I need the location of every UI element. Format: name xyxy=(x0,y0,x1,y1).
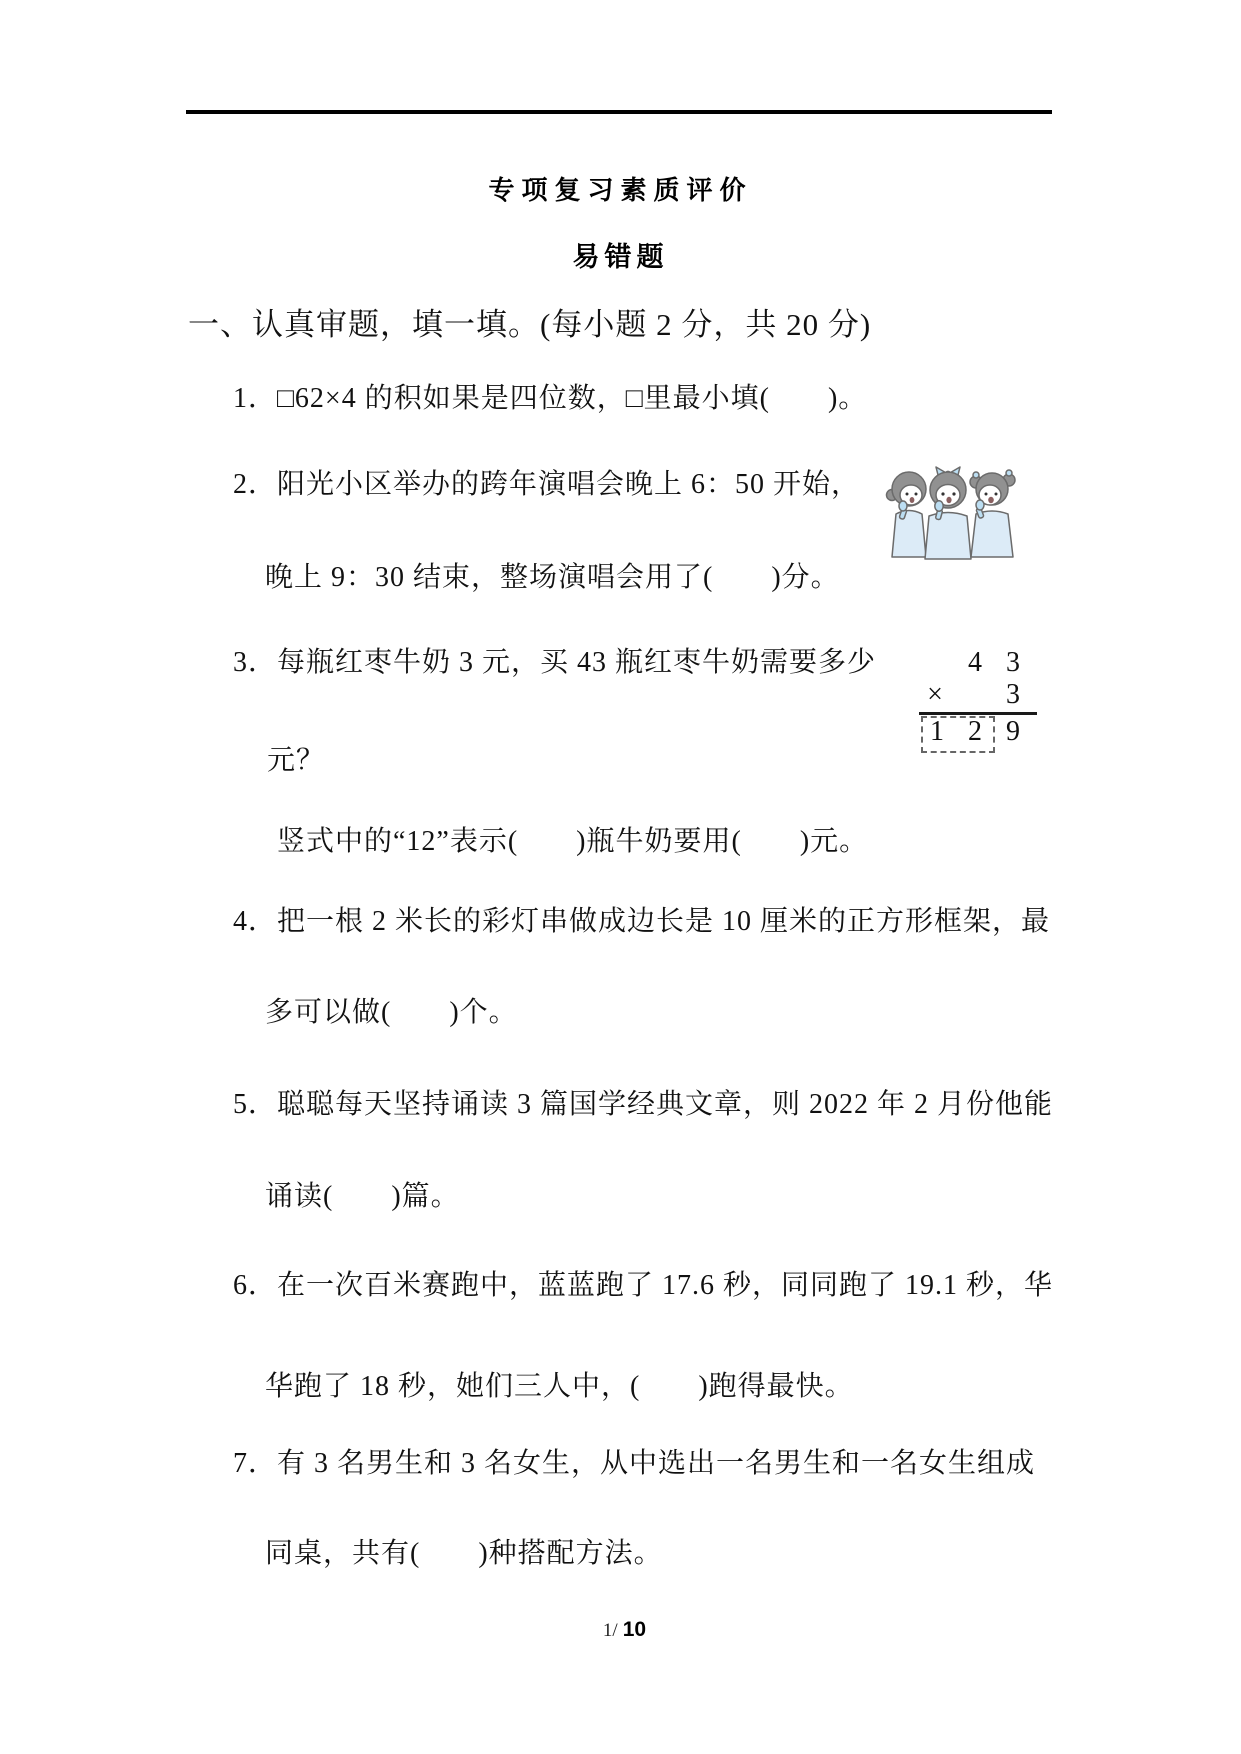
multiplier-digit: 3 xyxy=(1006,679,1020,710)
page-number xyxy=(0,1600,1241,1642)
question-3-line-3: 竖式中的“12”表示( )瓶牛奶要用( )元。 xyxy=(277,826,869,857)
times-sign: × xyxy=(927,679,943,710)
question-5-line-1: 5．聪聪每天坚持诵读 3 篇国学经典文章，则 2022 年 2 月份他能 xyxy=(233,1089,1054,1120)
page-subtitle: 易错题 xyxy=(572,242,669,272)
question-2-line-1: 2．阳光小区举办的跨年演唱会晚上 6：50 开始， xyxy=(233,469,861,500)
product-ones-digit: 9 xyxy=(1006,716,1020,747)
question-4-line-2: 多可以做( )个。 xyxy=(265,997,518,1028)
factor-tens-digit: 4 xyxy=(968,647,982,678)
header-rule xyxy=(186,110,1052,114)
question-5-line-2: 诵读( )篇。 xyxy=(265,1181,460,1212)
question-3-line-2: 元？ xyxy=(267,745,326,776)
question-6-line-1: 6．在一次百米赛跑中，蓝蓝跑了 17.6 秒，同同跑了 19.1 秒，华 xyxy=(233,1270,1054,1301)
question-7-line-1: 7．有 3 名男生和 3 名女生，从中选出一名男生和一名女生组成 xyxy=(233,1448,1036,1479)
product-hundreds-digit: 1 xyxy=(930,716,944,747)
page-title: 专项复习素质评价 xyxy=(488,175,753,205)
question-7-line-2: 同桌，共有( )种搭配方法。 xyxy=(265,1538,663,1569)
question-3-line-1: 3．每瓶红枣牛奶 3 元，买 43 瓶红枣牛奶需要多少 xyxy=(233,647,877,678)
factor-ones-digit: 3 xyxy=(1006,647,1020,678)
question-2-line-2: 晚上 9：30 结束，整场演唱会用了( )分。 xyxy=(265,562,840,593)
question-1-line-1: 1．□62×4 的积如果是四位数，□里最小填( )。 xyxy=(233,383,868,414)
question-6-line-2: 华跑了 18 秒，她们三人中，( )跑得最快。 xyxy=(265,1371,854,1402)
singing-girls-illustration xyxy=(876,462,1024,560)
product-tens-digit: 2 xyxy=(968,716,982,747)
page-number-total: 10 xyxy=(622,1618,647,1641)
question-4-line-1: 4．把一根 2 米长的彩灯串做成边长是 10 厘米的正方形框架，最 xyxy=(233,906,1051,937)
page-number-current: 1/ xyxy=(602,1620,618,1641)
section-1-heading: 一、认真审题，填一填。(每小题 2 分，共 20 分) xyxy=(188,307,872,342)
